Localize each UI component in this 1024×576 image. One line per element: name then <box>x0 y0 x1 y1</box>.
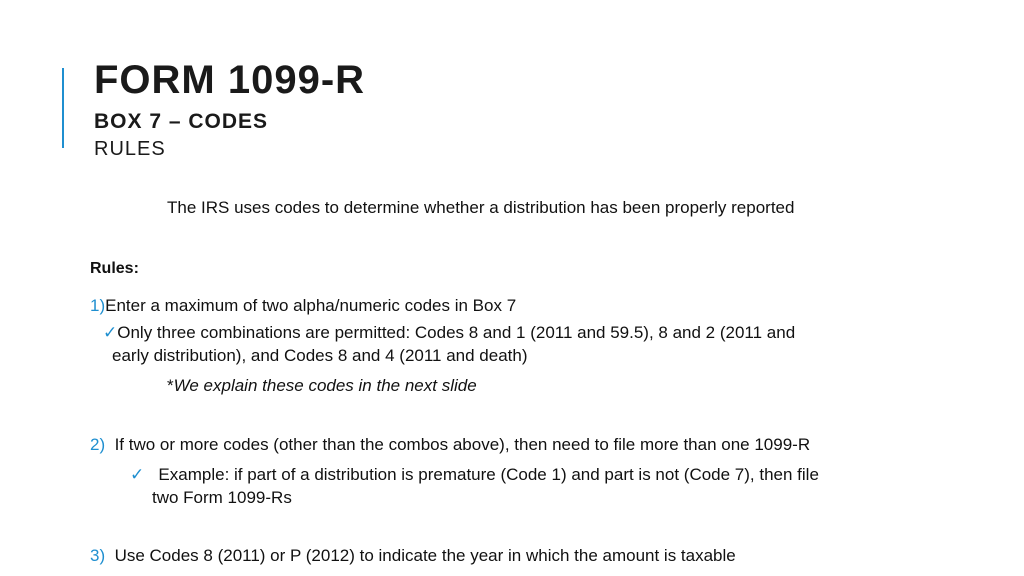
rule-1-note-star: * <box>167 376 174 395</box>
slide-section: RULES <box>94 138 166 160</box>
rule-2-subpoint-line2: two Form 1099-Rs <box>152 488 292 507</box>
checkmark-icon: ✓ <box>130 465 145 484</box>
rule-1-number: 1) <box>90 296 106 315</box>
rule-3-number: 3) <box>90 546 106 565</box>
rule-1 <box>90 295 516 317</box>
rule-3 <box>90 545 736 567</box>
rule-1-subpoint-line1: Only three combinations are permitted: Codes 8 and 1 (2011 and 59.5), 8 and 2 (2011 and <box>117 323 796 342</box>
slide-subtitle: BOX 7 – CODES <box>94 110 269 133</box>
rule-2-subpoint-line1: Example: if part of a distribution is premature (Code 1) and part is not (Code 7), then file <box>158 465 819 484</box>
rule-1-note <box>167 375 477 397</box>
rule-1-note-text: We explain these codes in the next slide <box>173 376 477 395</box>
intro-text: The IRS uses codes to determine whether a distribution has been properly reported <box>167 198 795 217</box>
rule-2-number: 2) <box>90 435 106 454</box>
rule-2-text: If two or more codes (other than the combos above), then need to file more than one 1099-R <box>114 435 811 454</box>
rule-2-subpoint <box>130 464 819 486</box>
rules-heading: Rules: <box>90 260 139 277</box>
rule-3-text: Use Codes 8 (2011) or P (2012) to indicate the year in which the amount is taxable <box>114 546 736 565</box>
checkmark-icon: ✓ <box>103 323 118 342</box>
rule-1-subpoint-line2: early distribution), and Codes 8 and 4 (2011 and death) <box>112 346 528 365</box>
rule-1-text: Enter a maximum of two alpha/numeric codes in Box 7 <box>105 296 517 315</box>
rule-2 <box>90 434 810 456</box>
title-accent-bar <box>62 68 64 148</box>
slide-title: FORM 1099-R <box>94 58 366 102</box>
rule-1-subpoint <box>103 322 795 344</box>
